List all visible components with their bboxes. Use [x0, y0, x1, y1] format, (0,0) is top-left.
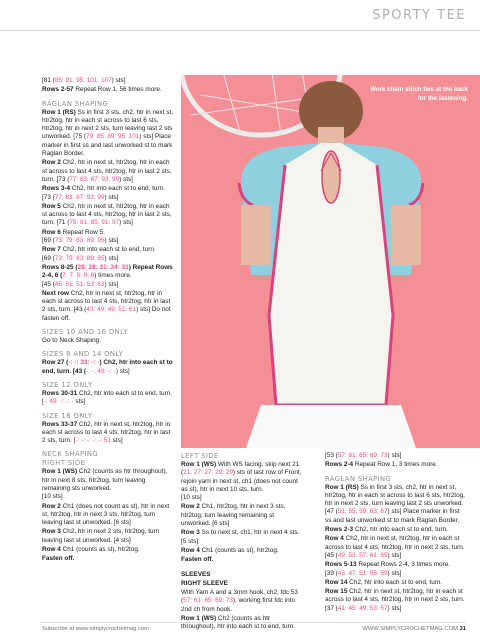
row-instruction: Next row Ch2, htr in next st, htr2tog, htr in each st across to last 4 sts, htr2tog, htr in last 2 sts, turn. [43 (43: 49: 49: 51: 61) sts] Do not fasten off.: [42, 289, 171, 322]
footer-subscribe-text: Subscribe at www.simplycrochetmag.com: [42, 626, 149, 632]
section-heading-size-18: SIZE 18 ONLY: [42, 411, 93, 420]
row-instruction: Row 1 (WS) Ch2 (counts as htr throughout), htr into each st to end, turn.: [181, 615, 296, 631]
left-arm: [241, 205, 271, 265]
row-instruction: Row 4 Ch2, htr in next st, htr2tog, htr in each st across to last 4 sts, htr2tog, htr in next 2 sts, turn. [45 (49: 53: 57: 61: 65) sts]: [325, 535, 465, 559]
row-instruction: With Yarn A and a 3mm hook, ch2, fdc 53 (57: 61: 65: 69: 73), working first fdc into 2nd ch from hook.: [181, 589, 298, 613]
row-instruction: Rows 30-31 Ch2, htr into each st to end, turn. [-: 49: -: -: - sts]: [42, 389, 173, 406]
row-instruction: Row 2 Ch1 (does not count as st), htr in next st, htr2tog, htr in next 3 sts, htr2tog, turn leaving last st unworked. [6 sts]: [42, 502, 170, 527]
section-heading-size-12: SIZE 12 ONLY: [42, 380, 93, 389]
row-instruction: Rows 2-4 Repeat Row 1, 3 times more.: [325, 461, 438, 469]
row-instruction: Row 15 Ch2, htr in next st, htr2tog, htr in each st across to last 4 sts, htr2tog, htr in next 2 sts, turn. [37 (41: 45: 49: 53: 57) sts]: [325, 588, 465, 612]
footer-site-url: WWW.SIMPLYCROCHETMAG.COM: [362, 626, 458, 632]
section-subheading-right-side: RIGHT SIDE: [42, 459, 86, 468]
right-arm: [391, 205, 421, 265]
footer-site-and-page: [362, 626, 466, 632]
row-instruction: Rows 2-3 Ch2, htr into each st to end, turn.: [325, 526, 448, 534]
row-instruction: Row 5 Ch2, htr in next st, htr2tog, htr in each st across to last 4 sts, htr2tog, htr in last 2 sts, turn. [71 (75: 81: 85: 91: 97) sts]: [42, 202, 172, 227]
section-heading-sizes-10-16: SIZES 10 AND 16 ONLY: [42, 328, 128, 337]
stitch-count: [53 (57: 61: 65: 69: 73) sts]: [325, 452, 402, 459]
section-heading-neck: NECK SHAPING: [42, 450, 99, 459]
section-heading-sizes-8-14: SIZES 8 AND 14 ONLY: [42, 350, 124, 359]
model-photo: [181, 75, 480, 448]
white-skirt: [246, 405, 416, 448]
instructions-column-1: [42, 77, 174, 565]
row-instruction: Rows 2-57 Repeat Row 1, 56 times more.: [42, 86, 162, 94]
row-instruction: Rows 8-25 (28: 28: 31: 34: 31) Repeat Rows 2-4, 6 (7: 7: 8: 9: 8) times more. [45 (45: 51: 51: 53: 63) sts]: [42, 263, 173, 288]
row-instruction: Row 1 (WS) With WS facing, skip next 21 (21: 27: 27: 29: 29) sts of last row of Front, rejoin yarn in next st, ch1 (does not count as st), htr in next 10 sts, turn. [10 sts]: [181, 461, 302, 502]
row-instruction: Rows 3-4 Ch2, htr into each st to end, turn. [73 (77: 83: 87: 93: 99) sts]: [42, 185, 165, 201]
sporty-tee-back-illustration: [181, 75, 480, 448]
stitch-count: [81 (85: 91: 95: 101: 107) sts]: [42, 77, 126, 84]
row-instruction: Row 6 Repeat Row 5. [69 (73: 79: 83: 89: 95) sts]: [42, 228, 119, 245]
row-instruction: Row 3 Ss to next st, ch1, htr in next 4 sts. [5 sts]: [181, 529, 300, 545]
instructions-column-3: [325, 448, 467, 614]
fasten-off: Fasten off.: [42, 555, 75, 563]
section-heading-raglan: RAGLAN SHAPING: [42, 99, 109, 108]
row-instruction: Row 27 (-: -: 33: -: -) Ch2, htr into each st to end, turn. [43 (-: -: 49: -: -) sts]: [42, 359, 173, 375]
row-instruction: Row 3 Ch2, htr in next 2 sts, htr2tog, turn leaving last st unworked. [4 sts]: [42, 528, 160, 544]
section-heading-raglan: RAGLAN SHAPING: [325, 474, 392, 483]
instructions-column-2: [181, 448, 303, 633]
section-heading-left-side: LEFT SIDE: [181, 452, 219, 460]
row-instruction: Row 4 Ch1 (counts as st), htr2tog.: [42, 546, 140, 554]
photo-caption: Work chain stitch ties at the back for the fastening.: [370, 86, 468, 102]
section-subheading-right-sleeve: RIGHT SLEEVE: [181, 579, 228, 587]
fasten-off: Fasten off.: [181, 556, 214, 564]
header-rule: [0, 30, 480, 31]
row-instruction: Rows 33-37 Ch2, htr in next st, htr2tog, htr in each st across to last 4 sts, htr2tog, htr in last 2 sts, turn. [-: -: -: -: -: 51 sts]: [42, 420, 171, 445]
row-instruction: Row 7 Ch2, htr into each st to end, turn. [69 (73: 79: 83: 89: 95) sts]: [42, 246, 156, 262]
row-instruction: Row 4 Ch1 (counts as st), htr2tog.: [181, 546, 279, 554]
row-instruction: Rows 5-13 Repeat Rows 2-4, 3 times more. [39 (43: 47: 51: 55: 59) sts]: [325, 561, 451, 577]
row-instruction: Row 1 (WS) Ch2 (counts as htr throughout), htr in next 8 sts, htr2tog, turn leaving remaining sts unworked. [10 sts]: [42, 468, 168, 501]
page-header-title: SPORTY TEE: [372, 8, 466, 23]
row-instruction: Row 1 (RS) Ss in first 3 sts, ch2, htr in next st, htr2tog, htr in each st across to last 6 sts, htr2tog, htr in next 2 sts, turn leaving last 2 sts unworked. [75 (79: 85: 89: 95: 101) sts] Place marker in first ss and last unworked st to mark Raglan Border.: [42, 108, 174, 158]
page-number: 31: [459, 626, 466, 632]
instruction-text: Go to Neck Shaping.: [42, 337, 101, 345]
row-instruction: Row 2 Ch2, htr in next st, htr2tog, htr in each st across to last 4 sts, htr2tog, htr in last 2 sts, turn. [73 (77: 83: 87: 93: 99) sts]: [42, 159, 172, 183]
row-instruction: Row 2 Ch1, htr2tog, htr in next 3 sts, htr2tog, turn leaving remaining st unworked. [6 sts]: [181, 503, 286, 528]
footer-rule: [40, 622, 466, 623]
section-heading-sleeves: SLEEVES: [181, 570, 211, 578]
keyhole-opening: [322, 151, 340, 203]
row-instruction: Row 14 Ch2, htr into each st to end, turn.: [325, 578, 443, 586]
row-instruction: Row 1 (RS) Ss in first 3 sts, ch2, htr in next st, htr2tog, htr in each st across to last 6 sts, htr2tog, htr in next 2 sts, turn leaving last 2 sts unworked. [47 (51: 55: 59: 63: 67) sts] Place marker in first ss and last unworked st to mark Raglan Border.: [325, 483, 465, 524]
